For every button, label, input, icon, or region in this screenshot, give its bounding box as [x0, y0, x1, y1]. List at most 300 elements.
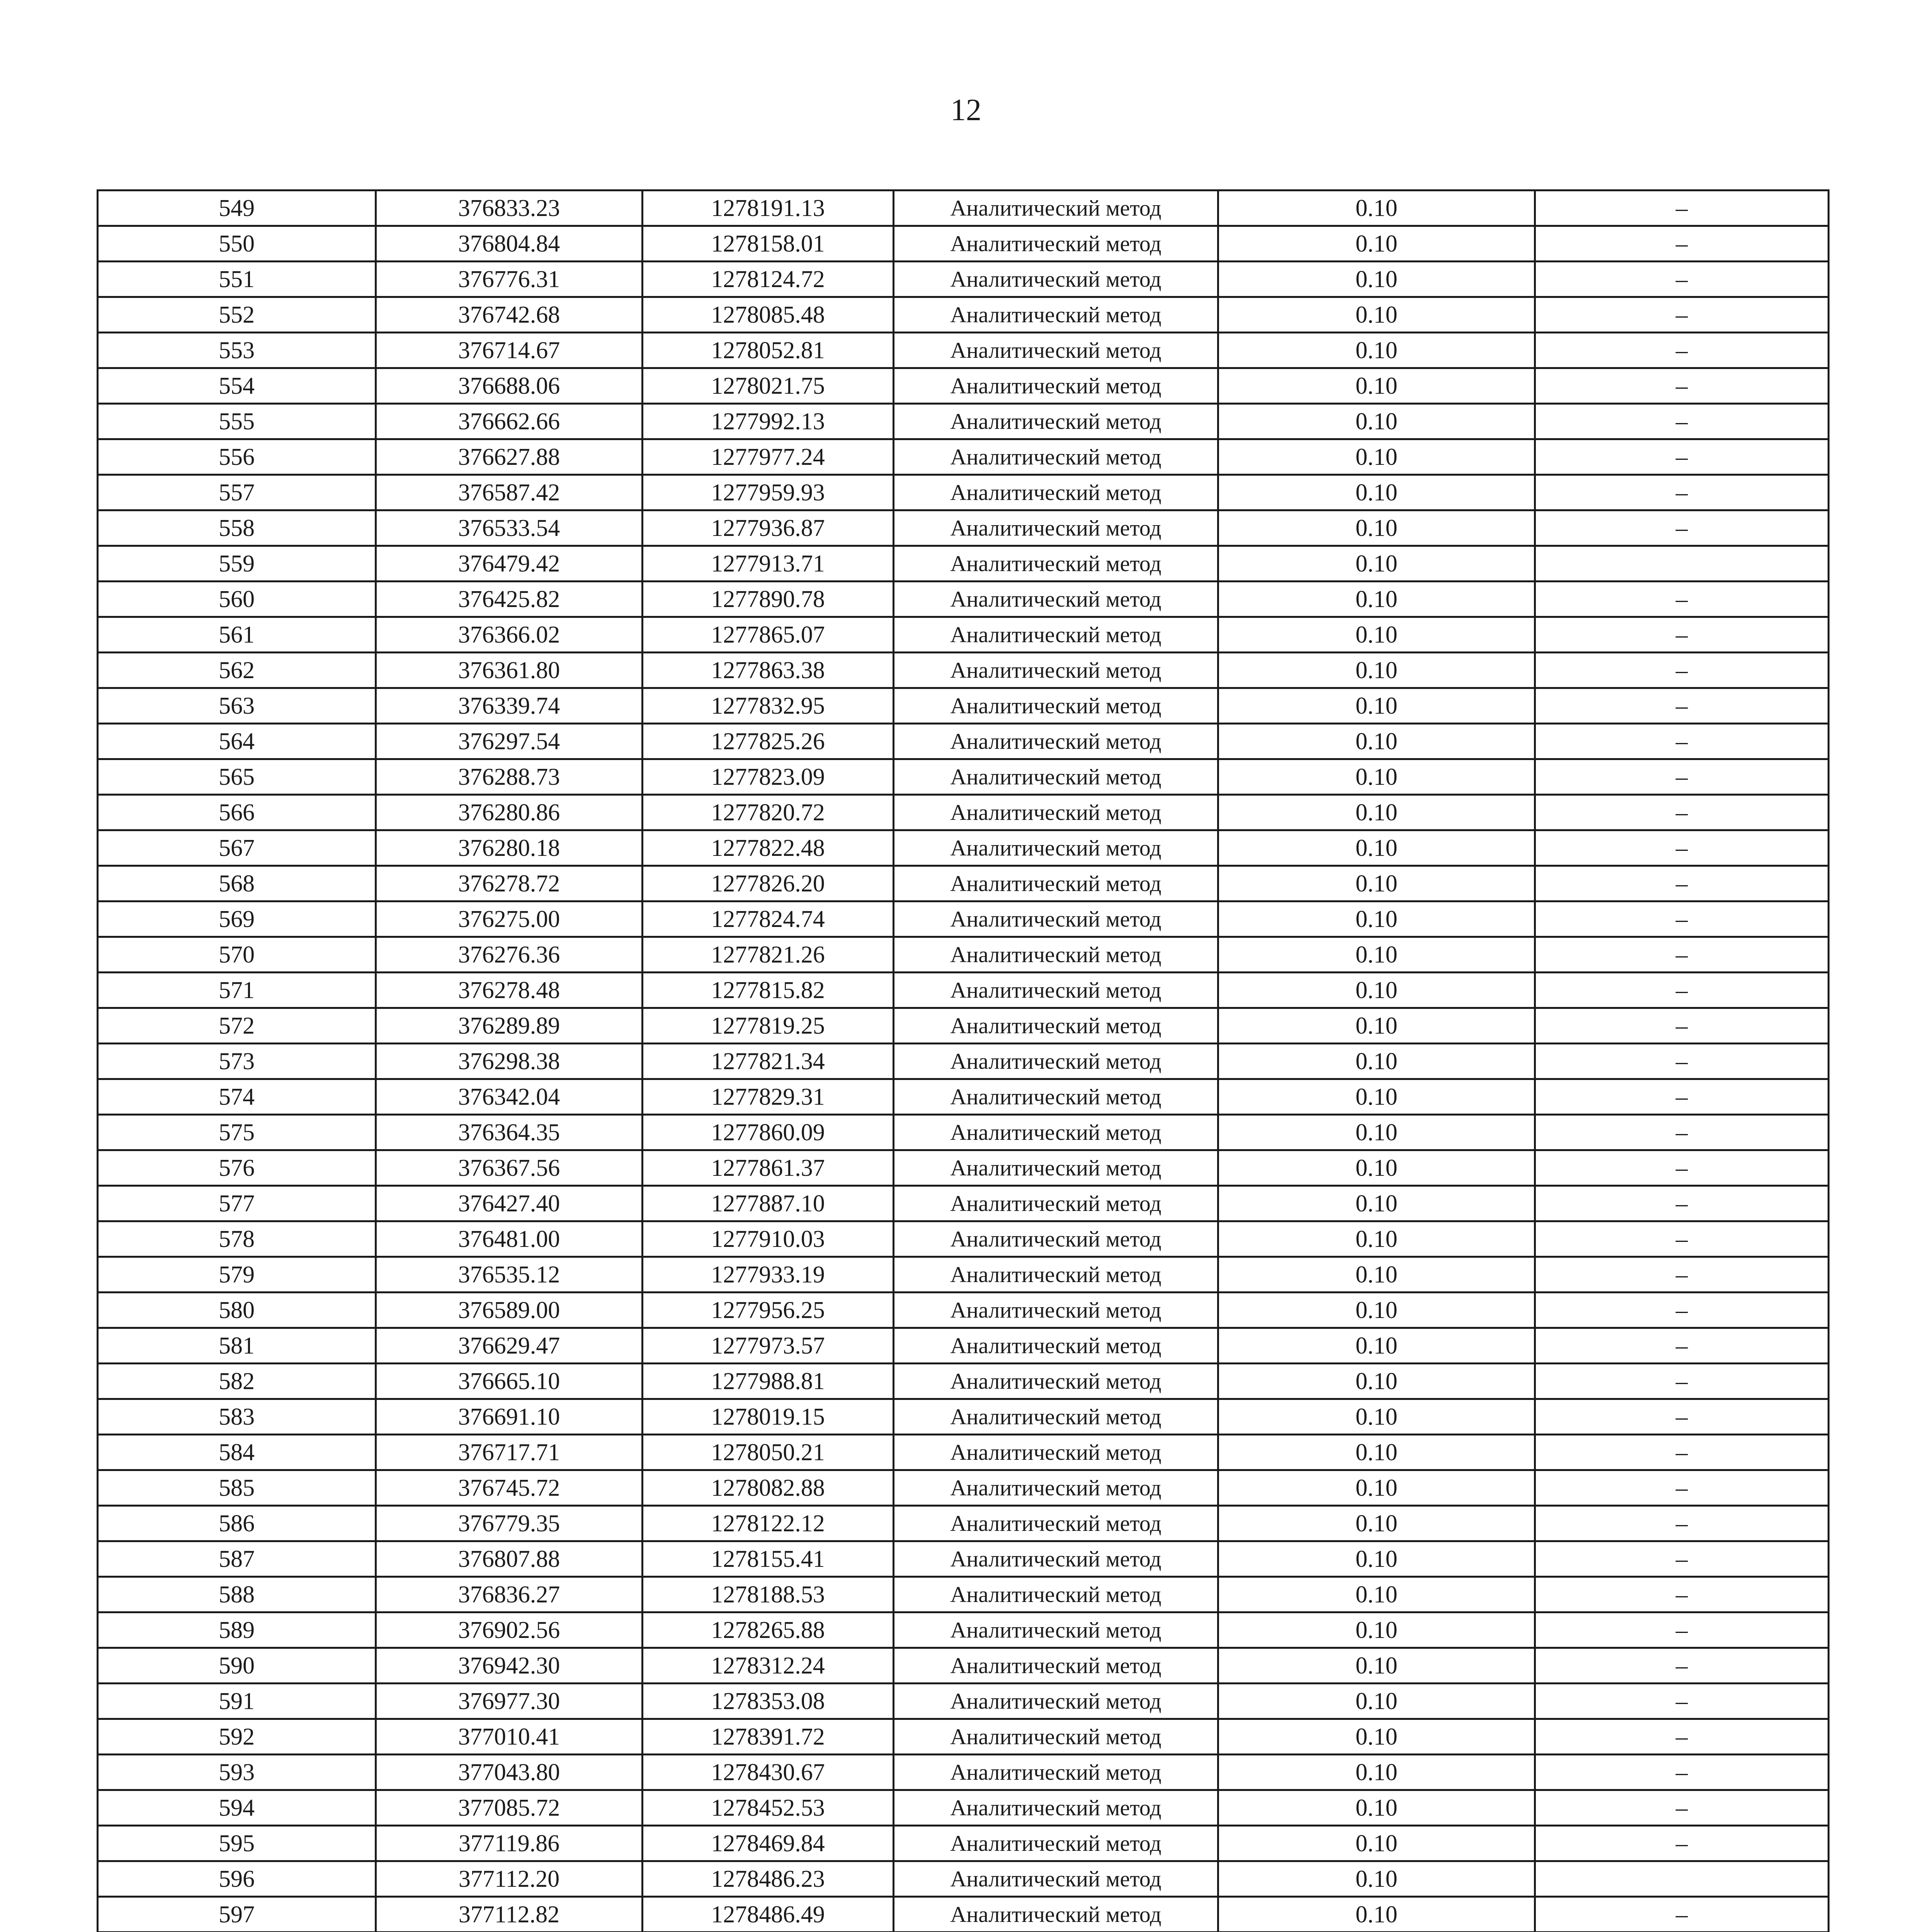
- point-number-cell: 559: [98, 546, 376, 582]
- x-coordinate-cell: 376427.40: [376, 1186, 643, 1221]
- method-cell: Аналитический метод: [894, 617, 1218, 653]
- accuracy-cell: 0.10: [1218, 368, 1535, 404]
- accuracy-cell: 0.10: [1218, 1435, 1535, 1470]
- accuracy-cell: 0.10: [1218, 1470, 1535, 1506]
- note-cell: –: [1535, 1115, 1829, 1150]
- point-number-cell: 554: [98, 368, 376, 404]
- note-cell: –: [1535, 1577, 1829, 1612]
- accuracy-cell: 0.10: [1218, 546, 1535, 582]
- x-coordinate-cell: 376717.71: [376, 1435, 643, 1470]
- point-number-cell: 579: [98, 1257, 376, 1293]
- method-cell: Аналитический метод: [894, 937, 1218, 973]
- x-coordinate-cell: 376714.67: [376, 333, 643, 368]
- method-cell: Аналитический метод: [894, 1648, 1218, 1684]
- y-coordinate-cell: 1277821.34: [643, 1044, 894, 1079]
- x-coordinate-cell: 376339.74: [376, 688, 643, 724]
- method-cell: Аналитический метод: [894, 1897, 1218, 1932]
- point-number-cell: 569: [98, 901, 376, 937]
- x-coordinate-cell: 376364.35: [376, 1115, 643, 1150]
- method-cell: Аналитический метод: [894, 866, 1218, 901]
- point-number-cell: 553: [98, 333, 376, 368]
- note-cell: –: [1535, 1293, 1829, 1328]
- point-number-cell: 549: [98, 190, 376, 226]
- method-cell: Аналитический метод: [894, 1257, 1218, 1293]
- point-number-cell: 556: [98, 439, 376, 475]
- x-coordinate-cell: 376688.06: [376, 368, 643, 404]
- point-number-cell: 577: [98, 1186, 376, 1221]
- note-cell: –: [1535, 1648, 1829, 1684]
- table-row: [98, 795, 1829, 830]
- accuracy-cell: 0.10: [1218, 297, 1535, 333]
- table-row: [98, 724, 1829, 759]
- accuracy-cell: 0.10: [1218, 1897, 1535, 1932]
- x-coordinate-cell: 376278.72: [376, 866, 643, 901]
- method-cell: Аналитический метод: [894, 404, 1218, 439]
- method-cell: Аналитический метод: [894, 724, 1218, 759]
- note-cell: –: [1535, 1897, 1829, 1932]
- accuracy-cell: 0.10: [1218, 333, 1535, 368]
- y-coordinate-cell: 1278452.53: [643, 1790, 894, 1826]
- point-number-cell: 565: [98, 759, 376, 795]
- table-row: [98, 1790, 1829, 1826]
- y-coordinate-cell: 1277823.09: [643, 759, 894, 795]
- method-cell: Аналитический метод: [894, 1150, 1218, 1186]
- x-coordinate-cell: 376366.02: [376, 617, 643, 653]
- note-cell: –: [1535, 1826, 1829, 1861]
- table-row: [98, 1435, 1829, 1470]
- accuracy-cell: 0.10: [1218, 617, 1535, 653]
- y-coordinate-cell: 1277861.37: [643, 1150, 894, 1186]
- note-cell: –: [1535, 688, 1829, 724]
- y-coordinate-cell: 1278191.13: [643, 190, 894, 226]
- point-number-cell: 583: [98, 1399, 376, 1435]
- accuracy-cell: 0.10: [1218, 226, 1535, 262]
- y-coordinate-cell: 1278052.81: [643, 333, 894, 368]
- point-number-cell: 596: [98, 1861, 376, 1897]
- x-coordinate-cell: 376977.30: [376, 1684, 643, 1719]
- note-cell: –: [1535, 439, 1829, 475]
- x-coordinate-cell: 376289.89: [376, 1008, 643, 1044]
- accuracy-cell: 0.10: [1218, 1079, 1535, 1115]
- accuracy-cell: 0.10: [1218, 1719, 1535, 1755]
- note-cell: –: [1535, 1790, 1829, 1826]
- table-row: [98, 901, 1829, 937]
- method-cell: Аналитический метод: [894, 475, 1218, 510]
- method-cell: Аналитический метод: [894, 901, 1218, 937]
- x-coordinate-cell: 376779.35: [376, 1506, 643, 1541]
- table-row: [98, 1826, 1829, 1861]
- table-row: [98, 297, 1829, 333]
- y-coordinate-cell: 1277824.74: [643, 901, 894, 937]
- y-coordinate-cell: 1277933.19: [643, 1257, 894, 1293]
- y-coordinate-cell: 1278021.75: [643, 368, 894, 404]
- method-cell: Аналитический метод: [894, 333, 1218, 368]
- x-coordinate-cell: 377112.82: [376, 1897, 643, 1932]
- note-cell: –: [1535, 830, 1829, 866]
- table-row: [98, 1684, 1829, 1719]
- x-coordinate-cell: 376629.47: [376, 1328, 643, 1364]
- method-cell: Аналитический метод: [894, 1541, 1218, 1577]
- method-cell: Аналитический метод: [894, 1008, 1218, 1044]
- y-coordinate-cell: 1278391.72: [643, 1719, 894, 1755]
- table-row: [98, 1541, 1829, 1577]
- accuracy-cell: 0.10: [1218, 1648, 1535, 1684]
- table-row: [98, 546, 1829, 582]
- point-number-cell: 588: [98, 1577, 376, 1612]
- x-coordinate-cell: 376745.72: [376, 1470, 643, 1506]
- page-number: 12: [950, 93, 981, 127]
- x-coordinate-cell: 376297.54: [376, 724, 643, 759]
- point-number-cell: 595: [98, 1826, 376, 1861]
- point-number-cell: 580: [98, 1293, 376, 1328]
- point-number-cell: 562: [98, 653, 376, 688]
- method-cell: Аналитический метод: [894, 1399, 1218, 1435]
- note-cell: –: [1535, 759, 1829, 795]
- note-cell: –: [1535, 1008, 1829, 1044]
- accuracy-cell: 0.10: [1218, 1257, 1535, 1293]
- table-row: [98, 1257, 1829, 1293]
- y-coordinate-cell: 1278188.53: [643, 1577, 894, 1612]
- method-cell: Аналитический метод: [894, 1506, 1218, 1541]
- accuracy-cell: 0.10: [1218, 262, 1535, 297]
- point-number-cell: 574: [98, 1079, 376, 1115]
- accuracy-cell: 0.10: [1218, 653, 1535, 688]
- y-coordinate-cell: 1277910.03: [643, 1221, 894, 1257]
- accuracy-cell: 0.10: [1218, 1684, 1535, 1719]
- point-number-cell: 586: [98, 1506, 376, 1541]
- x-coordinate-cell: 376804.84: [376, 226, 643, 262]
- note-cell: –: [1535, 973, 1829, 1008]
- accuracy-cell: 0.10: [1218, 1221, 1535, 1257]
- method-cell: Аналитический метод: [894, 759, 1218, 795]
- method-cell: Аналитический метод: [894, 546, 1218, 582]
- point-number-cell: 578: [98, 1221, 376, 1257]
- accuracy-cell: 0.10: [1218, 1755, 1535, 1790]
- x-coordinate-cell: 376276.36: [376, 937, 643, 973]
- method-cell: Аналитический метод: [894, 795, 1218, 830]
- y-coordinate-cell: 1277973.57: [643, 1328, 894, 1364]
- x-coordinate-cell: 376342.04: [376, 1079, 643, 1115]
- accuracy-cell: 0.10: [1218, 1399, 1535, 1435]
- method-cell: Аналитический метод: [894, 1790, 1218, 1826]
- method-cell: Аналитический метод: [894, 1826, 1218, 1861]
- method-cell: Аналитический метод: [894, 1684, 1218, 1719]
- accuracy-cell: 0.10: [1218, 1577, 1535, 1612]
- y-coordinate-cell: 1278486.23: [643, 1861, 894, 1897]
- x-coordinate-cell: 376742.68: [376, 297, 643, 333]
- y-coordinate-cell: 1278085.48: [643, 297, 894, 333]
- y-coordinate-cell: 1278353.08: [643, 1684, 894, 1719]
- x-coordinate-cell: 376367.56: [376, 1150, 643, 1186]
- note-cell: –: [1535, 475, 1829, 510]
- accuracy-cell: 0.10: [1218, 475, 1535, 510]
- y-coordinate-cell: 1278265.88: [643, 1612, 894, 1648]
- note-cell: –: [1535, 1612, 1829, 1648]
- method-cell: Аналитический метод: [894, 973, 1218, 1008]
- note-cell: –: [1535, 1221, 1829, 1257]
- table-row: [98, 1008, 1829, 1044]
- note-cell: –: [1535, 262, 1829, 297]
- y-coordinate-cell: 1278019.15: [643, 1399, 894, 1435]
- table-row: [98, 866, 1829, 901]
- method-cell: Аналитический метод: [894, 1470, 1218, 1506]
- point-number-cell: 567: [98, 830, 376, 866]
- accuracy-cell: 0.10: [1218, 510, 1535, 546]
- note-cell: –: [1535, 582, 1829, 617]
- table-row: [98, 1897, 1829, 1932]
- table-row: [98, 1044, 1829, 1079]
- x-coordinate-cell: 376280.86: [376, 795, 643, 830]
- table-row: [98, 510, 1829, 546]
- y-coordinate-cell: 1277956.25: [643, 1293, 894, 1328]
- y-coordinate-cell: 1277887.10: [643, 1186, 894, 1221]
- point-number-cell: 568: [98, 866, 376, 901]
- x-coordinate-cell: 376288.73: [376, 759, 643, 795]
- y-coordinate-cell: 1277959.93: [643, 475, 894, 510]
- x-coordinate-cell: 376662.66: [376, 404, 643, 439]
- table-row: [98, 1648, 1829, 1684]
- table-row: [98, 688, 1829, 724]
- point-number-cell: 585: [98, 1470, 376, 1506]
- note-cell: –: [1535, 1364, 1829, 1399]
- y-coordinate-cell: 1277988.81: [643, 1364, 894, 1399]
- table-row: [98, 937, 1829, 973]
- note-cell: –: [1535, 1186, 1829, 1221]
- x-coordinate-cell: 376535.12: [376, 1257, 643, 1293]
- note-cell: –: [1535, 1684, 1829, 1719]
- method-cell: Аналитический метод: [894, 1079, 1218, 1115]
- y-coordinate-cell: 1278155.41: [643, 1541, 894, 1577]
- table-row: [98, 1079, 1829, 1115]
- note-cell: –: [1535, 1719, 1829, 1755]
- x-coordinate-cell: 376587.42: [376, 475, 643, 510]
- table-row: [98, 439, 1829, 475]
- accuracy-cell: 0.10: [1218, 937, 1535, 973]
- accuracy-cell: 0.10: [1218, 1008, 1535, 1044]
- point-number-cell: 557: [98, 475, 376, 510]
- accuracy-cell: 0.10: [1218, 1541, 1535, 1577]
- method-cell: Аналитический метод: [894, 262, 1218, 297]
- x-coordinate-cell: 376589.00: [376, 1293, 643, 1328]
- y-coordinate-cell: 1277822.48: [643, 830, 894, 866]
- method-cell: Аналитический метод: [894, 1577, 1218, 1612]
- method-cell: Аналитический метод: [894, 439, 1218, 475]
- y-coordinate-cell: 1278158.01: [643, 226, 894, 262]
- x-coordinate-cell: 376361.80: [376, 653, 643, 688]
- y-coordinate-cell: 1277815.82: [643, 973, 894, 1008]
- method-cell: Аналитический метод: [894, 1044, 1218, 1079]
- accuracy-cell: 0.10: [1218, 1044, 1535, 1079]
- table-row: [98, 1861, 1829, 1897]
- point-number-cell: 571: [98, 973, 376, 1008]
- table-row: [98, 1364, 1829, 1399]
- method-cell: Аналитический метод: [894, 830, 1218, 866]
- point-number-cell: 566: [98, 795, 376, 830]
- y-coordinate-cell: 1278122.12: [643, 1506, 894, 1541]
- x-coordinate-cell: 376833.23: [376, 190, 643, 226]
- note-cell: –: [1535, 297, 1829, 333]
- accuracy-cell: 0.10: [1218, 1293, 1535, 1328]
- note-cell: –: [1535, 1435, 1829, 1470]
- table-row: [98, 1506, 1829, 1541]
- table-row: [98, 1755, 1829, 1790]
- x-coordinate-cell: 376807.88: [376, 1541, 643, 1577]
- x-coordinate-cell: 376902.56: [376, 1612, 643, 1648]
- table-row: [98, 368, 1829, 404]
- y-coordinate-cell: 1277992.13: [643, 404, 894, 439]
- note-cell: –: [1535, 901, 1829, 937]
- method-cell: Аналитический метод: [894, 368, 1218, 404]
- note-cell: –: [1535, 653, 1829, 688]
- note-cell: –: [1535, 1328, 1829, 1364]
- coordinates-table: [97, 189, 1830, 1932]
- table-row: [98, 475, 1829, 510]
- accuracy-cell: 0.10: [1218, 1150, 1535, 1186]
- method-cell: Аналитический метод: [894, 1612, 1218, 1648]
- x-coordinate-cell: 376278.48: [376, 973, 643, 1008]
- y-coordinate-cell: 1277860.09: [643, 1115, 894, 1150]
- point-number-cell: 582: [98, 1364, 376, 1399]
- point-number-cell: 551: [98, 262, 376, 297]
- point-number-cell: 573: [98, 1044, 376, 1079]
- point-number-cell: 572: [98, 1008, 376, 1044]
- y-coordinate-cell: 1278082.88: [643, 1470, 894, 1506]
- table-row: [98, 582, 1829, 617]
- table-body: [98, 190, 1829, 1932]
- table-row: [98, 1399, 1829, 1435]
- point-number-cell: 589: [98, 1612, 376, 1648]
- accuracy-cell: 0.10: [1218, 830, 1535, 866]
- method-cell: Аналитический метод: [894, 226, 1218, 262]
- note-cell: –: [1535, 866, 1829, 901]
- y-coordinate-cell: 1278486.49: [643, 1897, 894, 1932]
- accuracy-cell: 0.10: [1218, 190, 1535, 226]
- x-coordinate-cell: 376836.27: [376, 1577, 643, 1612]
- method-cell: Аналитический метод: [894, 582, 1218, 617]
- point-number-cell: 581: [98, 1328, 376, 1364]
- table-row: [98, 1470, 1829, 1506]
- x-coordinate-cell: 376280.18: [376, 830, 643, 866]
- y-coordinate-cell: 1278124.72: [643, 262, 894, 297]
- accuracy-cell: 0.10: [1218, 1328, 1535, 1364]
- point-number-cell: 590: [98, 1648, 376, 1684]
- point-number-cell: 584: [98, 1435, 376, 1470]
- x-coordinate-cell: 376627.88: [376, 439, 643, 475]
- point-number-cell: 558: [98, 510, 376, 546]
- x-coordinate-cell: 377112.20: [376, 1861, 643, 1897]
- note-cell: –: [1535, 1470, 1829, 1506]
- accuracy-cell: 0.10: [1218, 973, 1535, 1008]
- x-coordinate-cell: 376481.00: [376, 1221, 643, 1257]
- accuracy-cell: 0.10: [1218, 759, 1535, 795]
- y-coordinate-cell: 1277913.71: [643, 546, 894, 582]
- accuracy-cell: 0.10: [1218, 404, 1535, 439]
- point-number-cell: 561: [98, 617, 376, 653]
- y-coordinate-cell: 1277863.38: [643, 653, 894, 688]
- note-cell: –: [1535, 1257, 1829, 1293]
- method-cell: Аналитический метод: [894, 1293, 1218, 1328]
- accuracy-cell: 0.10: [1218, 1826, 1535, 1861]
- point-number-cell: 560: [98, 582, 376, 617]
- y-coordinate-cell: 1277977.24: [643, 439, 894, 475]
- point-number-cell: 591: [98, 1684, 376, 1719]
- y-coordinate-cell: 1277890.78: [643, 582, 894, 617]
- accuracy-cell: 0.10: [1218, 724, 1535, 759]
- y-coordinate-cell: 1277865.07: [643, 617, 894, 653]
- point-number-cell: 597: [98, 1897, 376, 1932]
- point-number-cell: 550: [98, 226, 376, 262]
- y-coordinate-cell: 1278469.84: [643, 1826, 894, 1861]
- point-number-cell: 555: [98, 404, 376, 439]
- note-cell: –: [1535, 510, 1829, 546]
- x-coordinate-cell: 377119.86: [376, 1826, 643, 1861]
- point-number-cell: 575: [98, 1115, 376, 1150]
- y-coordinate-cell: 1278050.21: [643, 1435, 894, 1470]
- y-coordinate-cell: 1277829.31: [643, 1079, 894, 1115]
- y-coordinate-cell: 1277821.26: [643, 937, 894, 973]
- accuracy-cell: 0.10: [1218, 1364, 1535, 1399]
- note-cell: –: [1535, 1150, 1829, 1186]
- note-cell: –: [1535, 1541, 1829, 1577]
- note-cell: –: [1535, 617, 1829, 653]
- method-cell: Аналитический метод: [894, 1221, 1218, 1257]
- method-cell: Аналитический метод: [894, 1755, 1218, 1790]
- table-row: [98, 226, 1829, 262]
- note-cell: –: [1535, 1044, 1829, 1079]
- x-coordinate-cell: 376533.54: [376, 510, 643, 546]
- note-cell: –: [1535, 333, 1829, 368]
- table-row: [98, 190, 1829, 226]
- x-coordinate-cell: 376665.10: [376, 1364, 643, 1399]
- method-cell: Аналитический метод: [894, 1115, 1218, 1150]
- x-coordinate-cell: 377085.72: [376, 1790, 643, 1826]
- y-coordinate-cell: 1278430.67: [643, 1755, 894, 1790]
- accuracy-cell: 0.10: [1218, 582, 1535, 617]
- y-coordinate-cell: 1277819.25: [643, 1008, 894, 1044]
- accuracy-cell: 0.10: [1218, 795, 1535, 830]
- table-row: [98, 1293, 1829, 1328]
- table-row: [98, 262, 1829, 297]
- method-cell: Аналитический метод: [894, 1186, 1218, 1221]
- accuracy-cell: 0.10: [1218, 688, 1535, 724]
- table-row: [98, 759, 1829, 795]
- method-cell: Аналитический метод: [894, 653, 1218, 688]
- table-row: [98, 1577, 1829, 1612]
- table-row: [98, 973, 1829, 1008]
- table-row: [98, 1115, 1829, 1150]
- method-cell: Аналитический метод: [894, 1719, 1218, 1755]
- note-cell: –: [1535, 795, 1829, 830]
- x-coordinate-cell: 376942.30: [376, 1648, 643, 1684]
- point-number-cell: 576: [98, 1150, 376, 1186]
- table-row: [98, 1150, 1829, 1186]
- method-cell: Аналитический метод: [894, 1435, 1218, 1470]
- method-cell: Аналитический метод: [894, 1861, 1218, 1897]
- note-cell: –: [1535, 1079, 1829, 1115]
- accuracy-cell: 0.10: [1218, 1186, 1535, 1221]
- y-coordinate-cell: 1277832.95: [643, 688, 894, 724]
- method-cell: Аналитический метод: [894, 1364, 1218, 1399]
- point-number-cell: 552: [98, 297, 376, 333]
- y-coordinate-cell: 1278312.24: [643, 1648, 894, 1684]
- table-row: [98, 404, 1829, 439]
- note-cell: –: [1535, 226, 1829, 262]
- x-coordinate-cell: 376479.42: [376, 546, 643, 582]
- note-cell: –: [1535, 1755, 1829, 1790]
- note-cell: –: [1535, 368, 1829, 404]
- y-coordinate-cell: 1277936.87: [643, 510, 894, 546]
- x-coordinate-cell: 377010.41: [376, 1719, 643, 1755]
